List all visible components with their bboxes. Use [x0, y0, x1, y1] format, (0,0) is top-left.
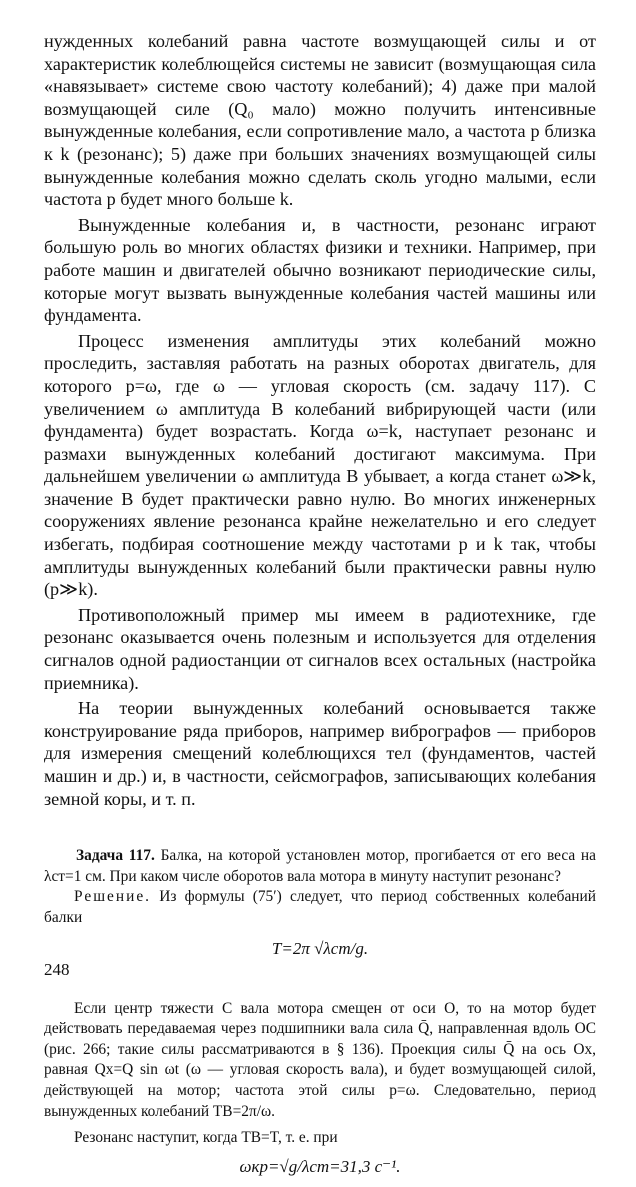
formula-period: T=2π √λст/g. [271, 938, 369, 958]
problem-statement-line [44, 846, 596, 887]
solution-heading: Решение. [74, 888, 152, 906]
paragraph-instruments: На теории вынужденных колебаний основывается также конструирование ряда приборов, например вибрографов — приборов для измерения смещений колеблющихся тел (фундаментов, частей машин и др.) и, в частности, сейсмографов, записывающих колебания земной коры, и т. п. [44, 698, 596, 809]
main-text [44, 30, 596, 810]
solution-line [44, 887, 596, 928]
problem-statement: Балка, на которой установлен мотор, прогибается от его веса на λст=1 см. При каком числе оборотов вала мотора в минуту наступит резонанс? [44, 847, 596, 885]
paragraph-continuation: нужденных колебаний равна частоте возмущающей силы и от характеристик колеблющейся системы не зависит (возмущающая сила «навязывает» системе свою частоту колебаний); 4) даже при малой возмущающей силе (Q₀ мало) можно получить интенсивные вынужденные колебания, если сопротивление мало, а частота p близка к k (резонанс); 5) даже при больших значениях возмущающей силы вынужденные колебания можно сделать сколь угодно малыми, если частота p будет много больше k. [44, 31, 596, 210]
page-number: 248 [44, 960, 70, 979]
paragraph-resonance-role: Вынужденные колебания и, в частности, резонанс играют большую роль во многих областях физики и техники. Например, при работе машин и двигателей обычно возникают периодические силы, которые могут вызвать вынужденные колебания частей машины или фундамента. [44, 214, 596, 326]
problem-label: Задача 117. [76, 847, 155, 865]
solution-text-force: Если центр тяжести C вала мотора смещен от оси O, то на мотор будет действовать передаваемая через подшипники вала сила Q̄, направленная вдоль OC (рис. 266; такие силы рассматриваются в § 136). Проекция силы Q̄ на ось Ox, равная Qx=Q sin ωt (ω — угловая скорость вала), и будет возмущающей силой, действующей на мотор; частота этой силы p=ω. Следовательно, период вынужденных колебаний TB=2π/ω. [44, 999, 596, 1120]
solution-intro: Из формулы (75′) следует, что период собственных колебаний балки [44, 888, 596, 926]
problem-117 [44, 846, 596, 1187]
formula-critical-speed: ωкр=√g/λст=31,3 с⁻¹. [239, 1156, 401, 1176]
paragraph-amplitude-process: Процесс изменения амплитуды этих колебаний можно проследить, заставляя работать на разных оборотах двигатель, для которого p=ω, где ω — угловая скорость (см. задачу 117). С увеличением ω амплитуда B колебаний вибрирующей части (или фундамента) будет возрастать. Когда ω=k, наступает резонанс и размахи вынужденных колебаний достигают максимума. При дальнейшем увеличении ω амплитуда B убывает, а когда станет ω≫k, значение B будет практически равно нулю. Во многих инженерных сооружениях явление резонанса крайне нежелательно и его следует избегать, подбирая соотношение между частотами p и k так, чтобы амплитуды вынужденных колебаний были практически равны нулю (p≫k). [44, 330, 596, 600]
paragraph-radio-example: Противоположный пример мы имеем в радиотехнике, где резонанс оказывается очень полезным и используется для отделения сигналов одной радиостанции от сигналов всех остальных (настройка приемника). [44, 604, 596, 693]
solution-text-resonance: Резонанс наступит, когда TB=T, т. е. при [74, 1129, 338, 1147]
